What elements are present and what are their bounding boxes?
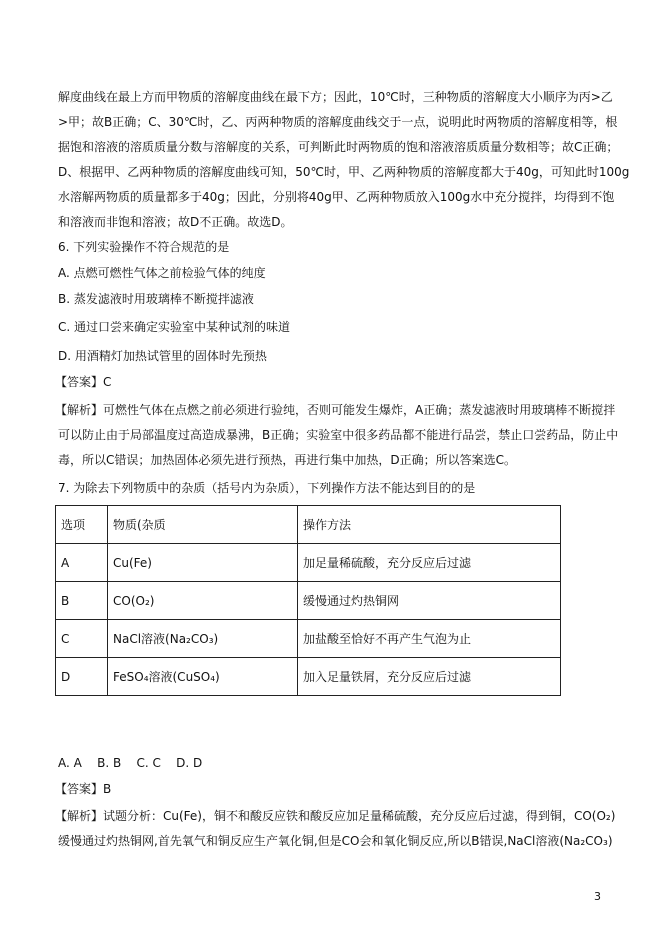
question-text: 7. 为除去下列物质中的杂质（括号内为杂质），下列操作方法不能达到目的的是 xyxy=(58,481,476,495)
cell-option: D xyxy=(56,658,108,696)
cell-substance: Cu(Fe) xyxy=(108,544,298,582)
table-row xyxy=(56,620,561,658)
analysis-line: 缓慢通过灼热铜网,首先氧气和铜反应生产氧化铜,但是CO会和氧化铜反应,所以B错误,NaCl溶液(Na₂CO₃) xyxy=(58,834,613,848)
answer: 【答案】C xyxy=(55,375,112,389)
header-cell: 选项 xyxy=(56,506,108,544)
option-d: D. 用酒精灯加热试管里的固体时先预热 xyxy=(58,349,267,363)
table-header-row xyxy=(56,506,561,544)
text-line: 和溶液而非饱和溶液；故D不正确。故选D。 xyxy=(58,215,293,229)
analysis-line: 【解析】试题分析：Cu(Fe)，铜不和酸反应铁和酸反应加足量稀硫酸，充分反应后过滤，得到铜，CO(O₂) xyxy=(55,809,616,823)
header-cell: 操作方法 xyxy=(298,506,561,544)
header-cell: 物质(杂质 xyxy=(108,506,298,544)
analysis-line: 【解析】可燃性气体在点燃之前必须进行验纯，否则可能发生爆炸，A正确；蒸发滤液时用玻璃棒不断搅拌 xyxy=(55,403,616,417)
options-table xyxy=(55,505,561,696)
cell-method: 加入足量铁屑，充分反应后过滤 xyxy=(298,658,561,696)
question-text: 6. 下列实验操作不符合规范的是 xyxy=(58,240,230,254)
cell-substance: FeSO₄溶液(CuSO₄) xyxy=(108,658,298,696)
page-number: 3 xyxy=(594,890,601,903)
text-line: >甲；故B正确；C、30℃时，乙、丙两种物质的溶解度曲线交于一点，说明此时两物质的溶解度相等，根 xyxy=(58,115,618,129)
table-row xyxy=(56,658,561,696)
option-b: B. 蒸发滤液时用玻璃棒不断搅拌滤液 xyxy=(58,292,254,306)
cell-option: C xyxy=(56,620,108,658)
analysis-line: 毒，所以C错误；加热固体必须先进行预热，再进行集中加热，D正确；所以答案选C。 xyxy=(58,453,517,467)
table-row xyxy=(56,544,561,582)
option-c: C. 通过口尝来确定实验室中某种试剂的味道 xyxy=(58,320,291,334)
answer: 【答案】B xyxy=(55,782,112,796)
analysis-line: 可以防止由于局部温度过高造成暴沸，B正确；实验室中很多药品都不能进行品尝，禁止口尝药品，防止中 xyxy=(58,428,619,442)
option-a: A. 点燃可燃性气体之前检验气体的纯度 xyxy=(58,266,266,280)
text-line: 据饱和溶液的溶质质量分数与溶解度的关系，可判断此时两物质的饱和溶液溶质质量分数相等；故C正确； xyxy=(58,140,619,154)
cell-method: 加足量稀硫酸，充分反应后过滤 xyxy=(298,544,561,582)
cell-substance: NaCl溶液(Na₂CO₃) xyxy=(108,620,298,658)
text-line: 解度曲线在最上方而甲物质的溶解度曲线在最下方；因此，10℃时，三种物质的溶解度大小顺序为丙>乙 xyxy=(58,90,613,104)
cell-substance: CO(O₂) xyxy=(108,582,298,620)
table-row xyxy=(56,582,561,620)
cell-method: 缓慢通过灼热铜网 xyxy=(298,582,561,620)
cell-option: A xyxy=(56,544,108,582)
cell-method: 加盐酸至恰好不再产生气泡为止 xyxy=(298,620,561,658)
text-line: 水溶解两物质的质量都多于40g；因此，分别将40g甲、乙两种物质放入100g水中充分搅拌，均得到不饱 xyxy=(58,190,615,204)
answer-options: A. A B. B C. C D. D xyxy=(58,756,203,770)
text-line: D、根据甲、乙两种物质的溶解度曲线可知，50℃时，甲、乙两种物质的溶解度都大于40g，可知此时100g xyxy=(58,165,630,179)
cell-option: B xyxy=(56,582,108,620)
